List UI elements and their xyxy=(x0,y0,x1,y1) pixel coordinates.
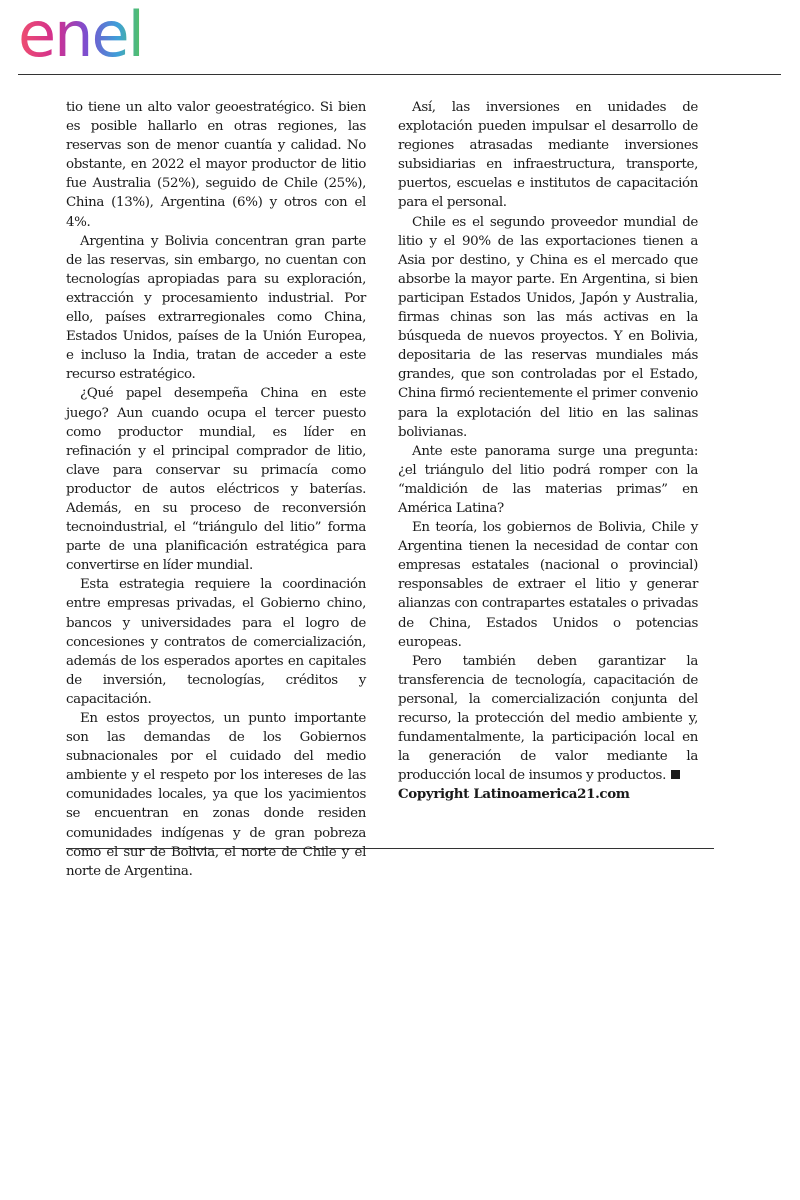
paragraph: En teoría, los gobiernos de Bolivia, Chile y Argentina tienen la necesidad de contar con empresas estatales (nacional o provincial) responsables de extraer el litio y generar alianzas con contrapartes estatales o privadas de China, Estados Unidos o potencias europeas. xyxy=(398,520,698,650)
header-rule xyxy=(18,74,781,75)
footer-rule xyxy=(66,848,714,849)
article-column-right xyxy=(398,98,698,804)
end-of-article-square-icon xyxy=(671,770,680,779)
paragraph: tio tiene un alto valor geoestratégico. Si bien es posible hallarlo en otras regiones, las reservas son de menor cuantía y calidad. No obstante, en 2022 el mayor productor de litio fue Australia (52%), seguido de Chile (25%), China (13%), Argentina (6%) y otros con el 4%. xyxy=(66,100,366,230)
paragraph: ¿Qué papel desempeña China en este juego? Aun cuando ocupa el tercer puesto como productor mundial, es líder en refinación y el principal comprador de litio, clave para conservar su primacía como productor de autos eléctricos y baterías. Además, en su proceso de reconversión tecnoindustrial, el “triángulo del litio” forma parte de una planificación estratégica para convertirse en líder mundial. xyxy=(66,386,366,574)
article-column-left xyxy=(66,98,366,881)
paragraph: Argentina y Bolivia concentran gran parte de las reservas, sin embargo, no cuentan con tecnologías apropiadas para su exploración, extracción y procesamiento industrial. Por ello, países extrarregionales como China, Estados Unidos, países de la Unión Europea, e incluso la India, tratan de acceder a este recurso estratégico. xyxy=(66,233,366,383)
paragraph: Ante este panorama surge una pregunta: ¿el triángulo del litio podrá romper con la “maldición de las materias primas” en América Latina? xyxy=(398,443,698,516)
copyright-line: Copyright Latinoamerica21.com xyxy=(398,786,630,803)
paragraph: Chile es el segundo proveedor mundial de litio y el 90% de las exportaciones tienen a Asia por destino, y China es el mercado que absorbe la mayor parte. En Argentina, si bien participan Estados Unidos, Japón y Australia, firmas chinas son las más activas en la búsqueda de nuevos proyectos. Y en Bolivia, depositaria de las reservas mundiales más grandes, que son controladas por el Estado, China firmó recientemente el primer convenio para la explotación del litio en las salinas bolivianas. xyxy=(398,214,698,440)
paragraph: En estos proyectos, un punto importante son las demandas de los Gobiernos subnacionales por el cuidado del medio ambiente y el respeto por los intereses de las comunidades locales, ya que los yacimientos se encuentran en zonas donde residen comunidades indígenas y de gran pobreza como el sur de Bolivia, el norte de Chile y el norte de Argentina. xyxy=(66,711,366,879)
paragraph: Así, las inversiones en unidades de explotación pueden impulsar el desarrollo de regiones atrasadas mediante inversiones subsidiarias en infraestructura, transporte, puertos, escuelas e institutos de capacitación para el personal. xyxy=(398,100,698,211)
paragraph: Esta estrategia requiere la coordinación entre empresas privadas, el Gobierno chino, bancos y universidades para el logro de concesiones y contratos de comercialización, además de los esperados aportes en capitales de inversión, tecnologías, créditos y capacitación. xyxy=(66,577,366,707)
enel-logo-wordmark: enel xyxy=(18,4,143,68)
final-paragraph-text: Pero también deben garantizar la transferencia de tecnología, capacitación de personal, la comercialización conjunta del recurso, la protección del medio ambiente y, fundamentalmente, la participación local en la generación de valor mediante la producción local de insumos y productos. xyxy=(398,653,698,784)
enel-logo xyxy=(18,4,188,68)
final-paragraph xyxy=(398,652,698,786)
enel-logo-mark xyxy=(18,4,188,68)
